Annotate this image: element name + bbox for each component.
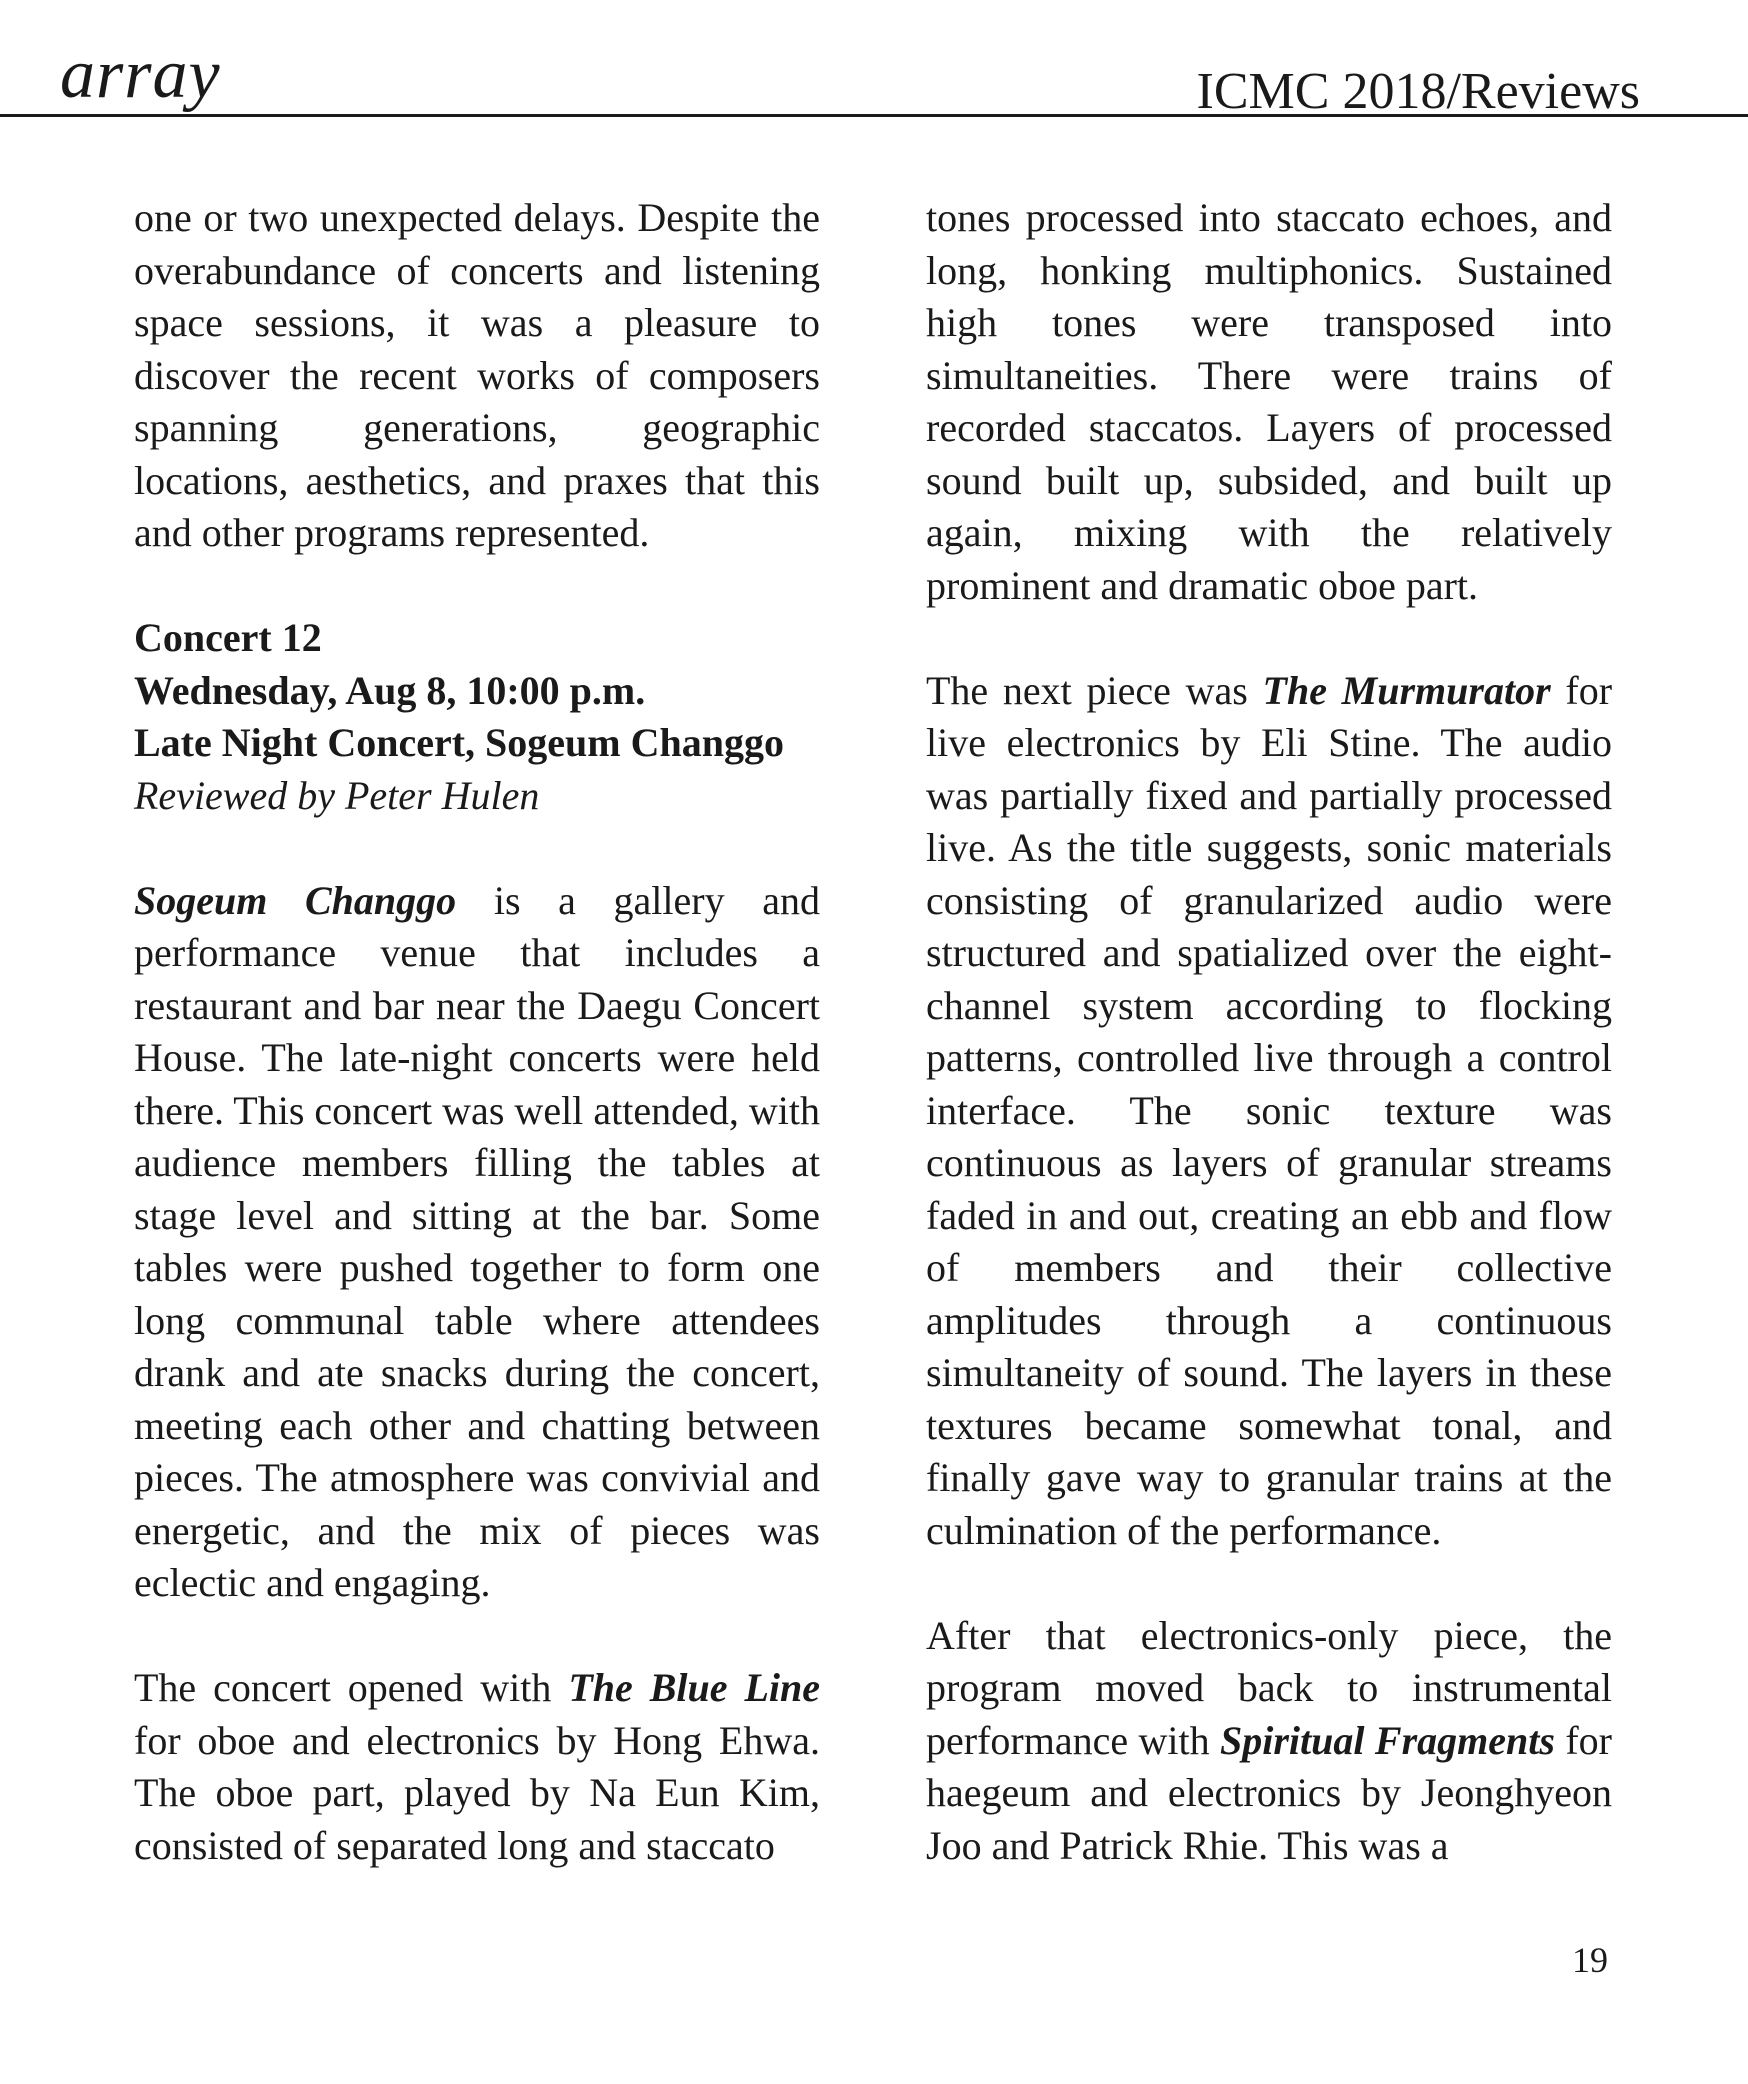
section-title: ICMC 2018/Reviews	[1196, 63, 1640, 120]
concert-date: Wednesday, Aug 8, 10:00 p.m.	[134, 667, 646, 713]
concert-number: Concert 12	[134, 615, 322, 660]
blue-line-after: for oboe and electronics by Hong Ehwa. The oboe part, played by Na Eun Kim, consisted of separated long and staccato	[134, 1717, 820, 1868]
murmurator-after: for live electronics by Eli Stine. The audio was partially fixed and partially processed live. As the title suggests, sonic materials consisting of granularized audio were structured and spatialized over the eight-channel system according to flocking patterns, controlled live through a control interface. The sonic texture was continuous as layers of granular streams faded in and out, creating an ebb and flow of members and their collective amplitudes through a continuous simultaneity of sound. The layers in these textures became somewhat tonal, and finally gave way to granular trains at the culmination of the performance.	[926, 667, 1613, 1553]
paragraph-intro: one or two unexpected delays. Despite the overabundance of concerts and listening space sessions, it was a pleasure to discover the recent works of composers spanning generations, geographic locations, aesthetics, and praxes that this and other programs represented.	[134, 195, 820, 555]
left-column	[134, 192, 820, 1872]
murmurator-title: The Murmurator	[1262, 667, 1551, 713]
paragraph-blue-line	[134, 1662, 820, 1872]
concert-title: Late Night Concert, Sogeum Changgo	[134, 720, 784, 765]
paragraph-oboe-continued: tones processed into staccato echoes, and long, honking multiphonics. Sustained high tones were transposed into simultaneities. There were trains of recorded staccatos. Layers of processed sound built up, subsided, and built up again, mixing with the relatively prominent and dramatic oboe part.	[926, 195, 1612, 608]
blue-line-before: The concert opened with	[134, 1665, 569, 1710]
spiritual-before: After that electronics-only piece, the program moved back to instrumental performance with	[926, 1612, 1612, 1763]
right-column	[926, 192, 1612, 1872]
concert-reviewer: Reviewed by Peter Hulen	[134, 772, 540, 818]
spiritual-title: Spiritual Fragments	[1220, 1717, 1555, 1763]
page-number: 19	[1572, 1940, 1608, 1980]
venue-text: is a gallery and performance venue that includes a restaurant and bar near the Daegu Concert House. The late-night concerts were held there. This concert was well attended, with audience members filling the tables at stage level and sitting at the bar. Some tables were pushed together to form one long communal table where attendees drank and ate snacks during the concert, meeting each other and chatting between pieces. The atmosphere was convivial and energetic, and the mix of pieces was eclectic and engaging.	[134, 877, 821, 1605]
paragraph-murmurator	[926, 665, 1612, 1558]
murmurator-before: The next piece was	[926, 667, 1263, 713]
paragraph-spiritual-fragments	[926, 1610, 1612, 1873]
spiritual-after: for haegeum and electronics by Jeonghyeon Joo and Patrick Rhie. This was a	[926, 1717, 1612, 1868]
concert-heading	[134, 612, 820, 822]
journal-brand: array	[60, 40, 225, 110]
paragraph-venue	[134, 875, 820, 1610]
venue-name: Sogeum Changgo	[134, 877, 457, 923]
blue-line-title: The Blue Line	[568, 1665, 820, 1710]
